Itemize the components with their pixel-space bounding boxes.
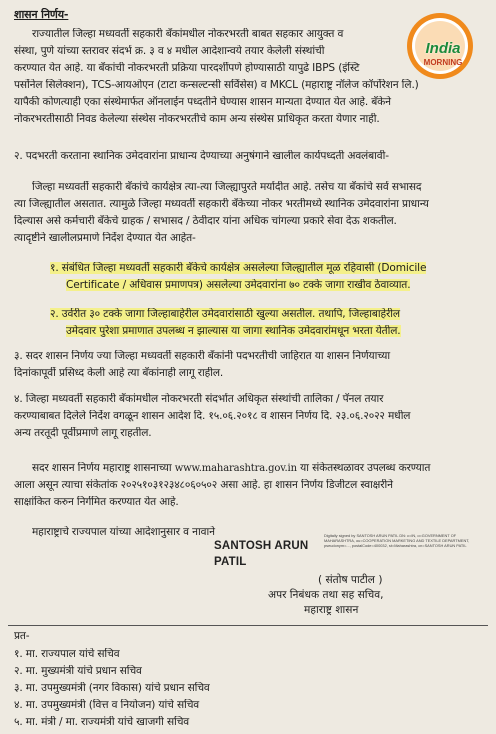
para5-text: सदर शासन निर्णय महाराष्ट्र शासनाच्या: [32, 462, 175, 474]
para4-line: अन्य तरतूदी पूर्वीप्रमाणे लागू राहतील.: [14, 427, 152, 439]
copy-to-heading: प्रत-: [14, 630, 30, 642]
para1-line: यापैकी कोणत्याही एका संस्थेमार्फत ऑनलाईन पध्दतीने घेण्यास शासन मान्यता देण्यात येत आहे. बँकेने: [14, 96, 391, 108]
directive-item-2-cont: [66, 325, 488, 338]
para2-line: दिल्यास असे कर्मचारी बँकेचे ग्राहक / सभासद / ठेवीदार यांना अधिक चांगल्या प्रकारे सेवा देऊ शकतील.: [14, 215, 397, 227]
directive-item-2-line: उमेदवार पुरेशा प्रमाणात उपलब्ध न झाल्यास या जागा स्थानिक उमेदवारांमधून भरता येतील.: [66, 325, 401, 337]
signatory-name-line2: PATIL: [214, 556, 247, 568]
copy-to-item: २. मा. मुख्यमंत्री यांचे प्रधान सचिव: [14, 665, 142, 677]
logo-subtext: MORNING: [423, 58, 463, 67]
copy-to-item: ३. मा. उपमुख्यमंत्री (नगर विकास) यांचे प्रधान सचिव: [14, 682, 210, 694]
para1-line: राज्यातील जिल्हा मध्यवर्ती सहकारी बँकांमधील नोकरभरती बाबत सहकार आयुक्त व: [32, 28, 344, 40]
directive-item-1: [50, 262, 488, 275]
para1-line: करण्यात येत आहे. या बँकांची नोकरभरती प्रक्रिया पारदर्शीपणे होण्यासाठी यापुढे IBPS (इंस्टि: [14, 62, 360, 74]
logo-text: India: [425, 40, 461, 57]
para2-line: त्यादृष्टीने खालीलप्रमाणे निर्देश देण्यात येत आहेत-: [14, 232, 196, 244]
para2-line: जिल्हा मध्यवर्ती सहकारी बँकांचे कार्यक्षेत्र त्या-त्या जिल्ह्यापुरते मर्यादीत आहे. तसेच या बँकांचे सर्व सभासद: [32, 181, 422, 193]
para5-text: या संकेतस्थळावर उपलब्ध करण्यात: [296, 462, 431, 474]
signatory-designation: अपर निबंधक तथा सह सचिव,: [268, 589, 384, 601]
signatory-name-marathi: ( संतोष पाटील ): [318, 574, 383, 586]
copy-to-item: १. मा. राज्यपाल यांचे सचिव: [14, 648, 120, 660]
para5-line-1: [32, 462, 488, 475]
signatory-office: महाराष्ट्र शासन: [304, 604, 359, 616]
website-link[interactable]: www.maharashtra.gov.in: [174, 463, 297, 474]
directive-item-1-line: १. संबंधित जिल्हा मध्यवर्ती सहकारी बँकेचे कार्यक्षेत्र असलेल्या जिल्ह्यातील मूळ रहिवासी (Domicile: [50, 262, 427, 274]
copy-to-item: ५. मा. मंत्री / मा. राज्यमंत्री यांचे खाजगी सचिव: [14, 716, 190, 728]
para1-line: नोकरभरतीसाठी निवड केलेल्या संस्थेस नोकरभरतीचे काम अन्य संस्थेस प्राधिकृत करता येणार नाही.: [14, 113, 380, 125]
copy-to-item: ४. मा. उपमुख्यमंत्री (वित्त व नियोजन) यांचे सचिव: [14, 699, 200, 711]
directive-item-2: [50, 308, 488, 321]
digital-signature-note: Digitally signed by SANTOSH ARUN PATIL DN: c=IN, o=GOVERNMENT OF MAHARASHTRA, ou=COOPERATION MARKETING AND TEXTILE DEPARTMENT, pseudonym=..., postalCode=400032, st=Maharashtra, cn=SANTOSH ARUN PATIL: [324, 533, 470, 548]
section-heading: शासन निर्णय-: [14, 8, 69, 21]
para2-line: त्या जिल्ह्यातील असतात. त्यामुळे जिल्हा मध्यवर्ती सहकारी बँकेच्या नोकर भरतीमध्ये स्थानिक उमेदवारांना प्राधान्य: [14, 198, 429, 210]
para5-line-3: साक्षांकित करुन निर्गमित करण्यात येत आहे.: [14, 496, 179, 508]
directive-item-2-line: २. उर्वरीत ३० टक्के जागा जिल्हाबाहेरील उमेदवारांसाठी खुल्या असतील. तथापि, जिल्हाबाहेरील: [50, 308, 400, 320]
divider: [8, 625, 488, 626]
para3-line: दिनांकापूर्वी प्रसिध्द केली आहे त्या बँकांनाही लागू राहील.: [14, 367, 224, 379]
para4-line: करण्याबाबत दिलेले निर्देश वगळून शासन आदेश दि. १५.०६.२०१८ व शासन निर्णय दि. २३.०६.२०२२ मधील: [14, 410, 411, 422]
directive-item-1-cont: [66, 279, 488, 292]
para1-line: पर्सोनेल सिलेक्शन), TCS-आयओएन (टाटा कन्सल्टन्सी सर्विसेस) व MKCL (महाराष्ट्र नॉलेज कॉर्पोरेशन लि.): [14, 79, 419, 91]
para5-line-2: आला असून त्याचा संकेतांक २०२५१०३१२३४८०६०५०२ असा आहे. हा शासन निर्णय डिजीटल स्वाक्षरीने: [14, 479, 393, 491]
signatory-name-line1: SANTOSH ARUN: [214, 540, 309, 552]
para1-line: संस्था, पुणे यांच्या स्तरावर संदर्भ क्र. ३ व ४ मधील आदेशान्वये तयार केलेली संस्थांची: [14, 45, 325, 57]
directive-item-1-line: Certificate / अधिवास प्रमाणपत्र) असलेल्या उमेदवारांना ७० टक्के जागा राखीव ठेवाव्यात.: [66, 279, 411, 291]
para4-line: ४. जिल्हा मध्यवर्ती सहकारी बँकांमधील नोकरभरती संदर्भात अधिकृत संस्थांची तालिका / पॅनल तयार: [14, 393, 384, 405]
para2-line: २. पदभरती करताना स्थानिक उमेदवारांना प्राधान्य देण्याच्या अनुषंगाने खालील कार्यपध्दती अवलंबावी-: [14, 150, 389, 162]
order-line: महाराष्ट्राचे राज्यपाल यांच्या आदेशानुसार व नावाने: [32, 526, 215, 538]
para3-line: ३. सदर शासन निर्णय ज्या जिल्हा मध्यवर्ती सहकारी बँकांनी पदभरतीची जाहिरात या शासन निर्णयाच्या: [14, 350, 390, 362]
